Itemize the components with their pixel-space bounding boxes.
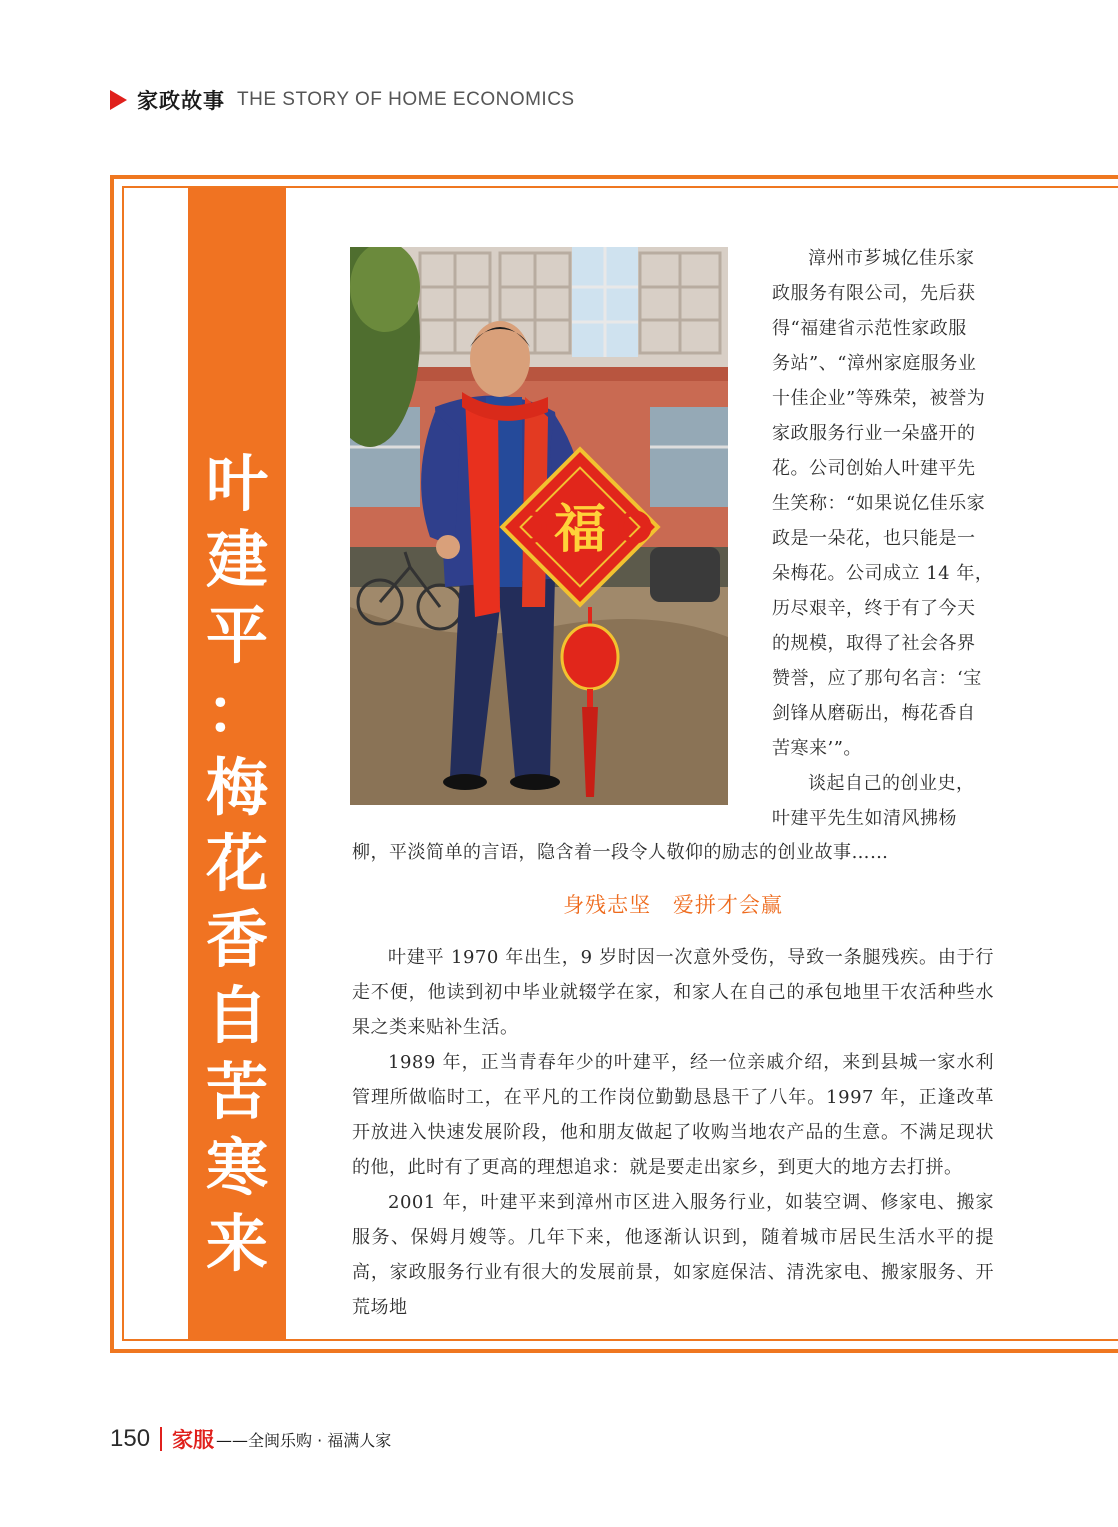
intro-line: 叶建平先生如清风拂杨 <box>772 808 957 829</box>
intro-line: 十佳企业”等殊荣，被誉为 <box>772 388 986 409</box>
intro-tail <box>352 835 994 870</box>
intro-tail-line: 柳，平淡简单的言语，隐含着一段令人敬仰的励志的创业故事…… <box>352 842 889 863</box>
title-char: 花 <box>205 827 268 900</box>
intro-line: 的规模，取得了社会各界 <box>772 633 976 654</box>
intro-line: 花。公司创始人叶建平先 <box>772 458 976 479</box>
triangle-marker-icon <box>110 90 127 110</box>
intro-line: 赞誉，应了那句名言：‘宝 <box>772 668 982 689</box>
title-char: 香 <box>205 903 268 976</box>
intro-line: 政是一朵花，也只能是一 <box>772 528 976 549</box>
intro-line: 得“福建省示范性家政服 <box>772 318 967 339</box>
footer-brand: 家服 <box>172 1428 215 1452</box>
body-paragraph: 1989 年，正当青春年少的叶建平，经一位亲戚介绍，来到县城一家水利管理所做临时工，在平凡的工作岗位勤勤恳恳干了八年。1997 年，正逢改革开放进入快速发展阶段，他和朋友做起了收购当地农产品的生意。不满足现状的他，此时有了更高的理想追求：就是要走出家乡，到更大的地方去打拼。 <box>352 1052 994 1178</box>
title-band <box>188 188 286 1340</box>
section-header <box>110 84 575 116</box>
intro-line: 历尽艰辛，终于有了今天 <box>772 598 976 619</box>
section-title-cn: 家政故事 <box>137 89 225 113</box>
portrait-illustration <box>350 247 728 805</box>
title-char: 叶 <box>205 447 268 520</box>
footer-divider <box>160 1427 162 1451</box>
title-char: 建 <box>205 523 268 596</box>
intro-line: 务站”、“漳州家庭服务业 <box>772 353 977 374</box>
title-char: 来 <box>205 1207 268 1280</box>
intro-line: 苦寒来’”。 <box>772 738 862 759</box>
title-char: 自 <box>205 979 268 1052</box>
footer-slogan: ——全闽乐购 · 福满人家 <box>216 1430 392 1450</box>
intro-line: 漳州市芗城亿佳乐家 <box>808 248 975 269</box>
intro-line: 朵梅花。公司成立 14 年， <box>772 563 994 584</box>
title-char: 梅 <box>205 751 268 824</box>
body-paragraph: 2001 年，叶建平来到漳州市区进入服务行业，如装空调、修家电、搬家服务、保姆月嫂等。几年下来，他逐渐认识到，随着城市居民生活水平的提高，家政服务行业有很大的发展前景，如家庭保洁、清洗家电、搬家服务、开荒场地 <box>352 1192 994 1318</box>
intro-line: 剑锋从磨砺出，梅花香自 <box>772 703 976 724</box>
intro-line: 生笑称：“如果说亿佳乐家 <box>772 493 986 514</box>
title-char: ： <box>205 675 268 748</box>
intro-column <box>772 241 994 836</box>
subheading: 身残志坚 爱拼才会赢 <box>563 893 783 917</box>
intro-line: 家政服务行业一朵盛开的 <box>772 423 976 444</box>
section-title-en: THE STORY OF HOME ECONOMICS <box>237 89 575 110</box>
body-paragraph: 叶建平 1970 年出生，9 岁时因一次意外受伤，导致一条腿残疾。由于行走不便，他读到初中毕业就辍学在家，和家人在自己的承包地里干农活种些水果之类来贴补生活。 <box>352 947 994 1038</box>
page-number: 150 <box>110 1425 151 1452</box>
portrait-photo <box>350 247 728 805</box>
title-char: 寒 <box>205 1131 268 1204</box>
article-title <box>188 446 286 1282</box>
intro-line: 谈起自己的创业史， <box>808 773 975 794</box>
body-text <box>352 940 994 1325</box>
title-char: 平 <box>205 599 268 672</box>
intro-line: 政服务有限公司，先后获 <box>772 283 976 304</box>
title-char: 苦 <box>205 1055 268 1128</box>
page-footer <box>110 1424 391 1454</box>
fu-character: 福 <box>553 499 607 560</box>
